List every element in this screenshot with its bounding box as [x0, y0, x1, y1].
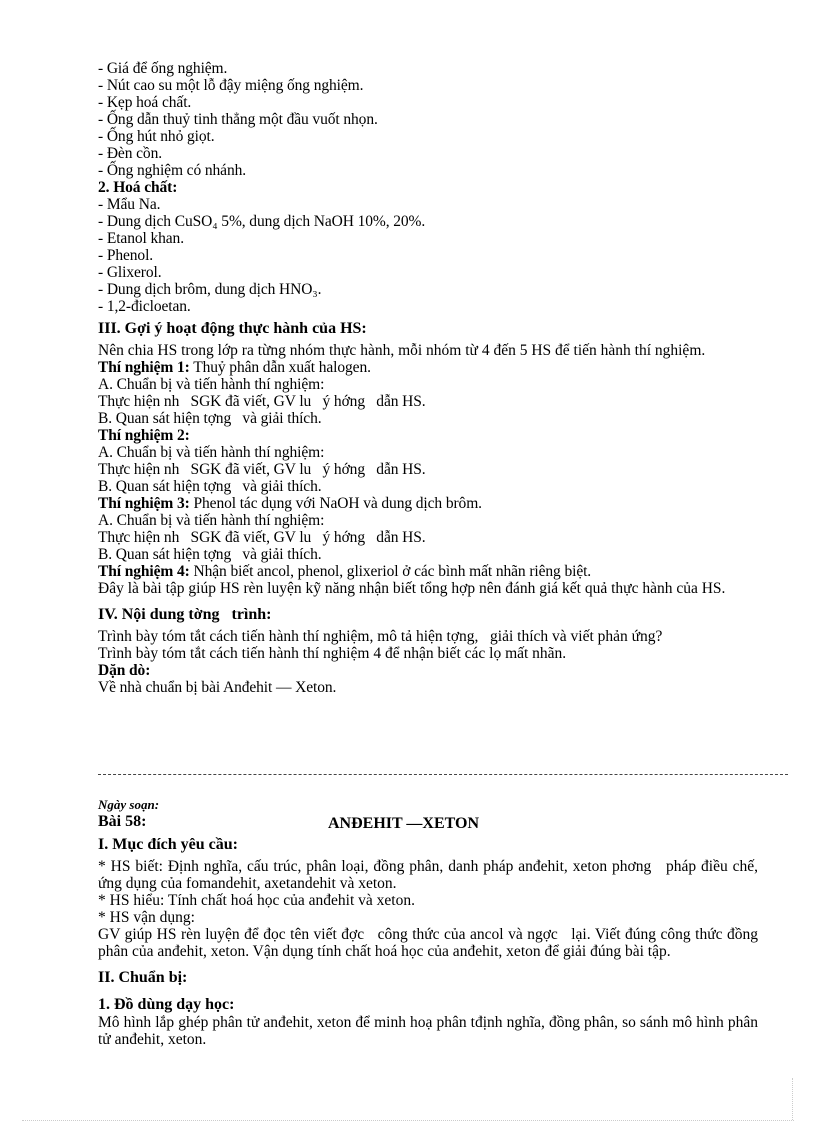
section-divider [98, 774, 788, 775]
list-item: - Glixerol. [98, 264, 162, 281]
list-item: - Dung dịch CuSO₄ 5%, dung dịch NaOH 10%, 20%. [98, 213, 426, 230]
objective-apply-label: * HS vận dụng: [98, 909, 195, 926]
list-item: - Phenol. [98, 247, 154, 264]
experiment-1-label: Thí nghiệm 1: [98, 359, 190, 376]
page-right-border [792, 1078, 793, 1120]
section4-heading: IV. Nội dung tờng trình: [98, 606, 272, 623]
list-item: - Ống dẫn thuỷ tinh thẳng một đầu vuốt nhọn. [98, 111, 378, 128]
page-bottom-border [22, 1120, 794, 1121]
list-item: - Etanol khan. [98, 230, 184, 247]
list-item: - Kẹp hoá chất. [98, 94, 192, 111]
list-item: - Nút cao su một lỗ đậy miệng ống nghiệm. [98, 77, 364, 94]
experiment-1 [98, 359, 758, 376]
objective-understand: * HS hiểu: Tính chất hoá học của anđehit và xeton. [98, 892, 415, 909]
list-item: - Dung dịch brôm, dung dịch HNO₃. [98, 281, 322, 298]
homework-label: Dặn dò: [98, 662, 151, 679]
teaching-tools-text: Mô hình lắp ghép phân tử anđehit, xeton để minh hoạ phân tđịnh nghĩa, đồng phân, so sánh mô hình phân tử anđehit, xeton. [98, 1014, 758, 1048]
objective-know: * HS biết: Định nghĩa, cấu trúc, phân loại, đồng phân, danh pháp anđehit, xeton phơng pháp điều chế, ứng dụng của fomandehit, axetandehit và xeton. [98, 858, 762, 892]
lesson-title-row [98, 813, 758, 833]
page-body [98, 60, 758, 696]
list-item: - Mẩu Na. [98, 196, 161, 213]
list-item: - Ống hút nhỏ giọt. [98, 128, 215, 145]
section4-paragraph-2: Trình bày tóm tắt cách tiến hành thí nghiệm 4 để nhận biết các lọ mất nhãn. [98, 645, 567, 662]
experiment-3 [98, 495, 758, 512]
experiment-3-procedure: Thực hiện nh SGK đã viết, GV lu ý hớng dẫn HS. [98, 529, 426, 546]
tools-list [98, 60, 758, 179]
objective-apply-text: GV giúp HS rèn luyện để đọc tên viết đợc công thức của ancol và ngợc lại. Viết đúng công thức đồng phân của anđehit, xeton. Vận dụng tính chất hoá học của anđehit, xeton để giải đúng bài tập. [98, 926, 762, 960]
experiment-1-text: Thuỷ phân dẫn xuất halogen. [189, 359, 371, 376]
homework-text: Về nhà chuẩn bị bài Anđehit — Xeton. [98, 679, 337, 696]
list-item: - Đèn cồn. [98, 145, 162, 162]
experiment-2-procedure: Thực hiện nh SGK đã viết, GV lu ý hớng dẫn HS. [98, 461, 426, 478]
experiment-3-text: Phenol tác dụng với NaOH và dung dịch brôm. [189, 495, 482, 512]
experiment-2-label: Thí nghiệm 2: [98, 427, 190, 444]
experiment-3-observe: B. Quan sát hiện tợng và giải thích. [98, 546, 322, 563]
experiment-1-prepare: A. Chuẩn bị và tiến hành thí nghiệm: [98, 376, 325, 393]
lesson-number: Bài 58: [98, 813, 147, 830]
preparation-heading: II. Chuẩn bị: [98, 969, 188, 986]
teaching-tools-heading: 1. Đồ dùng dạy học: [98, 996, 235, 1013]
experiment-4-label: Thí nghiệm 4: [98, 563, 190, 580]
chemicals-heading: 2. Hoá chất: [98, 179, 178, 196]
experiment-3-prepare: A. Chuẩn bị và tiến hành thí nghiệm: [98, 512, 325, 529]
experiment-2-prepare: A. Chuẩn bị và tiến hành thí nghiệm: [98, 444, 325, 461]
section3-heading: III. Gợi ý hoạt động thực hành của HS: [98, 320, 367, 337]
section4-paragraph-1: Trình bày tóm tắt cách tiến hành thí nghiệm, mô tả hiện tợng, giải thích và viết phản ứng? [98, 628, 663, 645]
date-label: Ngày soạn: [98, 797, 160, 812]
objectives-heading: I. Mục đích yêu cầu: [98, 836, 238, 853]
experiment-1-procedure: Thực hiện nh SGK đã viết, GV lu ý hớng dẫn HS. [98, 393, 426, 410]
list-item: - 1,2-đicloetan. [98, 298, 191, 315]
experiment-2-observe: B. Quan sát hiện tợng và giải thích. [98, 478, 322, 495]
list-item: - Ống nghiệm có nhánh. [98, 162, 247, 179]
list-item: - Giá để ống nghiệm. [98, 60, 228, 77]
chemicals-list [98, 196, 758, 315]
section3-intro: Nên chia HS trong lớp ra từng nhóm thực hành, mỗi nhóm từ 4 đến 5 HS để tiến hành thí nghiệm. [98, 342, 706, 359]
experiment-4-note: Đây là bài tập giúp HS rèn luyện kỹ năng nhận biết tổng hợp nên đánh giá kết quả thực hành của HS. [98, 580, 726, 597]
experiment-3-label: Thí nghiệm 3: [98, 495, 190, 512]
experiment-4 [98, 563, 758, 580]
experiment-4-text: Nhận biết ancol, phenol, glixeriol ở các bình mất nhãn riêng biệt. [189, 563, 592, 580]
lesson-title: ANĐEHIT —XETON [328, 815, 479, 832]
experiment-1-observe: B. Quan sát hiện tợng và giải thích. [98, 410, 322, 427]
lesson-body [98, 835, 762, 1048]
